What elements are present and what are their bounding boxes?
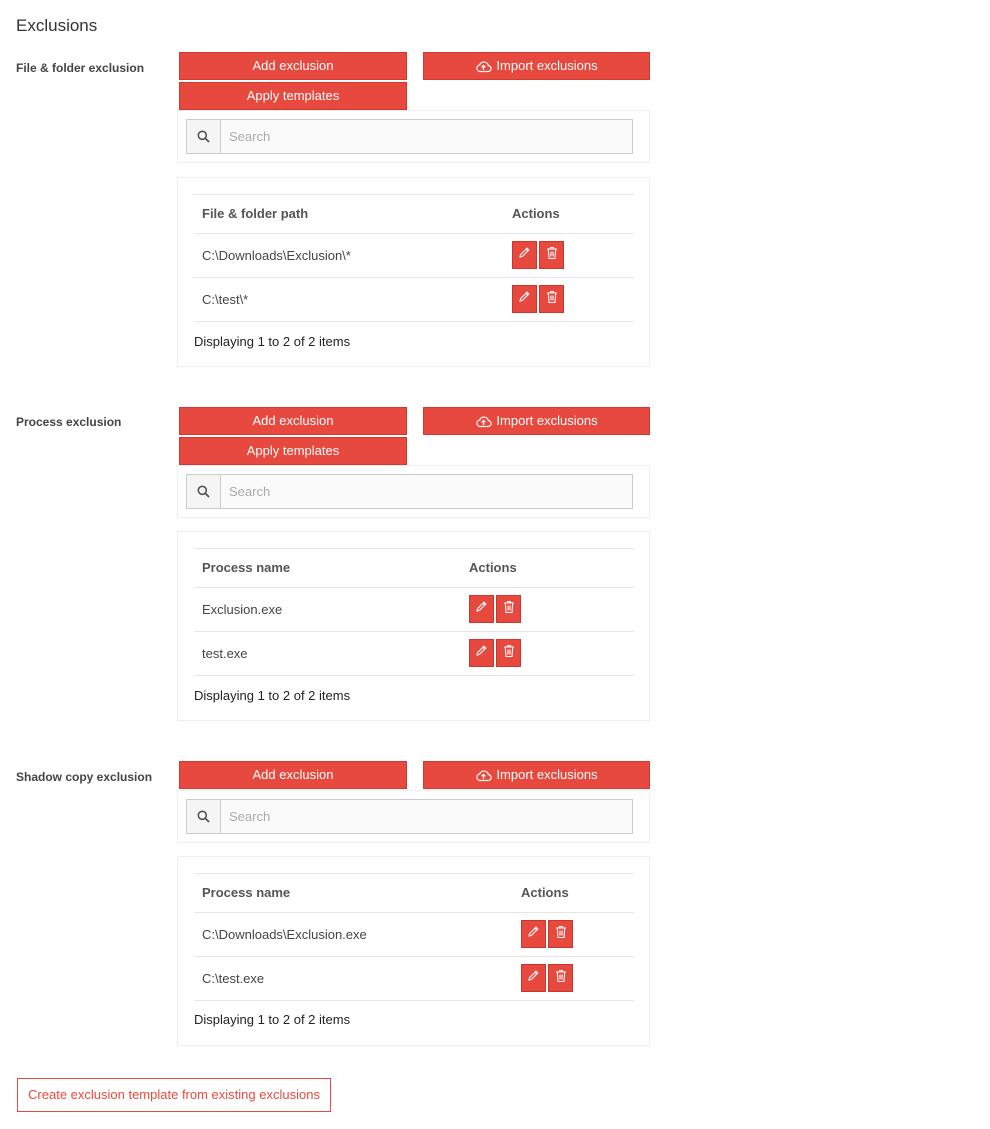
- row-path: C:\test\*: [202, 292, 249, 307]
- table-header-row: [194, 873, 634, 912]
- process-apply-templates-button[interactable]: [179, 437, 407, 465]
- trash-icon: [546, 246, 558, 265]
- process-pagination-summary: Displaying 1 to 2 of 2 items: [194, 688, 351, 703]
- add-exclusion-label: Add exclusion: [252, 58, 334, 73]
- edit-button[interactable]: [521, 964, 546, 992]
- table-row: [194, 277, 634, 321]
- table-row: [194, 631, 634, 675]
- shadow-copy-pagination-summary: Displaying 1 to 2 of 2 items: [194, 1012, 351, 1027]
- add-exclusion-label: Add exclusion: [252, 767, 334, 782]
- pencil-icon: [518, 246, 531, 264]
- create-exclusion-template-button[interactable]: Create exclusion template from existing exclusions: [17, 1078, 331, 1112]
- pencil-icon: [518, 290, 531, 308]
- column-header-path: File & folder path: [202, 206, 309, 221]
- delete-button[interactable]: [548, 920, 573, 948]
- pencil-icon: [527, 969, 540, 987]
- edit-button[interactable]: [469, 639, 494, 667]
- search-icon: [187, 800, 221, 833]
- add-exclusion-label: Add exclusion: [252, 413, 334, 428]
- row-path: C:\Downloads\Exclusion\*: [202, 248, 351, 263]
- column-header-actions: Actions: [521, 885, 569, 900]
- delete-button[interactable]: [496, 639, 521, 667]
- table-row: [194, 956, 634, 1000]
- shadow-copy-search-input[interactable]: [221, 800, 632, 833]
- column-header-process-name: Process name: [202, 560, 291, 575]
- process-search-input[interactable]: [221, 475, 632, 508]
- table-row: [194, 587, 634, 631]
- cloud-upload-icon: [475, 769, 492, 782]
- file-folder-import-exclusions-button[interactable]: [423, 52, 650, 80]
- file-folder-apply-templates-button[interactable]: [179, 82, 407, 110]
- delete-button[interactable]: [539, 285, 564, 313]
- file-folder-search-card: [177, 110, 650, 163]
- edit-button[interactable]: [512, 241, 537, 269]
- pencil-icon: [475, 644, 488, 662]
- column-header-process-name: Process name: [202, 885, 291, 900]
- table-header-row: [194, 194, 634, 233]
- shadow-copy-search-card: [177, 790, 650, 843]
- shadow-copy-table: [194, 873, 634, 1001]
- pencil-icon: [475, 600, 488, 618]
- file-folder-add-exclusion-button[interactable]: [179, 52, 407, 80]
- apply-templates-label: Apply templates: [246, 443, 340, 458]
- trash-icon: [503, 644, 515, 663]
- row-process-name: C:\test.exe: [202, 971, 265, 986]
- process-import-exclusions-button[interactable]: [423, 407, 650, 435]
- file-folder-section-label: File & folder exclusion: [16, 61, 145, 75]
- import-exclusions-label: Import exclusions: [496, 58, 598, 73]
- trash-icon: [555, 925, 567, 944]
- table-row: [194, 233, 634, 277]
- shadow-copy-section-label: Shadow copy exclusion: [16, 770, 153, 784]
- table-header-row: [194, 548, 634, 587]
- trash-icon: [555, 969, 567, 988]
- cloud-upload-icon: [475, 60, 492, 73]
- row-process-name: C:\Downloads\Exclusion.exe: [202, 927, 367, 942]
- apply-templates-label: Apply templates: [246, 88, 340, 103]
- row-process-name: test.exe: [202, 646, 248, 661]
- search-icon: [187, 475, 221, 508]
- import-exclusions-label: Import exclusions: [496, 767, 598, 782]
- process-table-card: [177, 531, 650, 721]
- file-folder-table: [194, 194, 634, 322]
- search-icon: [187, 120, 221, 153]
- file-folder-search-box: [186, 119, 633, 154]
- delete-button[interactable]: [548, 964, 573, 992]
- column-header-actions: Actions: [469, 560, 517, 575]
- cloud-upload-icon: [475, 415, 492, 428]
- process-section-label: Process exclusion: [16, 415, 122, 429]
- shadow-copy-table-card: [177, 856, 650, 1046]
- edit-button[interactable]: [469, 595, 494, 623]
- table-row: [194, 912, 634, 956]
- file-folder-table-card: [177, 177, 650, 367]
- row-process-name: Exclusion.exe: [202, 602, 283, 617]
- process-search-box: [186, 474, 633, 509]
- trash-icon: [503, 600, 515, 619]
- page-title: Exclusions: [16, 16, 98, 35]
- import-exclusions-label: Import exclusions: [496, 413, 598, 428]
- edit-button[interactable]: [512, 285, 537, 313]
- trash-icon: [546, 290, 558, 309]
- delete-button[interactable]: [539, 241, 564, 269]
- pencil-icon: [527, 925, 540, 943]
- file-folder-search-input[interactable]: [221, 120, 632, 153]
- delete-button[interactable]: [496, 595, 521, 623]
- process-search-card: [177, 465, 650, 518]
- process-add-exclusion-button[interactable]: [179, 407, 407, 435]
- shadow-copy-add-exclusion-button[interactable]: [179, 761, 407, 789]
- edit-button[interactable]: [521, 920, 546, 948]
- file-folder-pagination-summary: Displaying 1 to 2 of 2 items: [194, 334, 351, 349]
- process-table: [194, 548, 634, 676]
- shadow-copy-import-exclusions-button[interactable]: [423, 761, 650, 789]
- column-header-actions: Actions: [512, 206, 560, 221]
- shadow-copy-search-box: [186, 799, 633, 834]
